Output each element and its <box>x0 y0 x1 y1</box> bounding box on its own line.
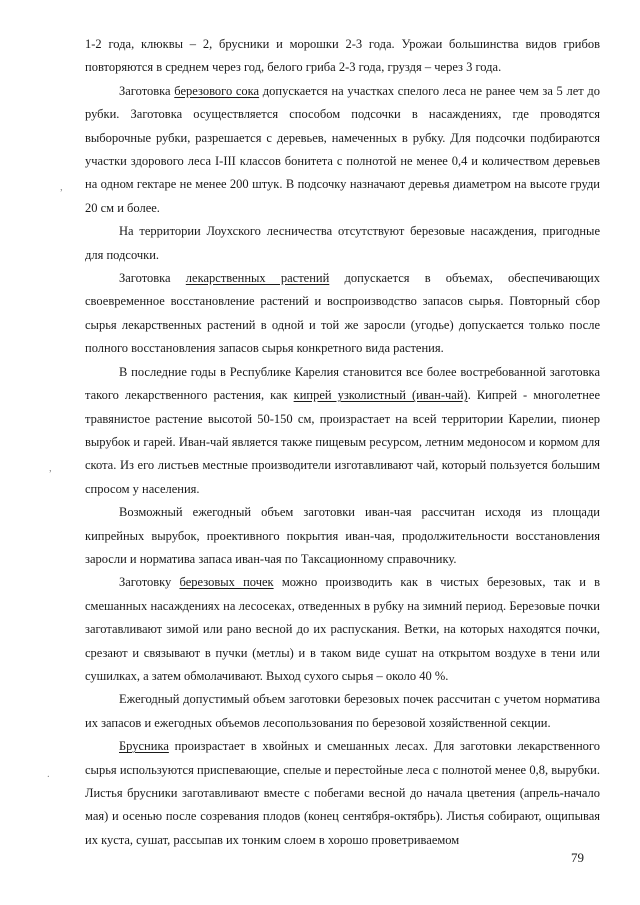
underlined-term: кипрей узколистный (иван-чай) <box>293 388 468 403</box>
paragraph <box>85 571 600 688</box>
paragraph <box>85 501 600 571</box>
text-run: . Кипрей - многолетнее травянистое растение высотой 50-150 см, произрастает на всей территории Карелии, пионер вырубок и гарей. Иван-чай является также пищевым ресурсом, летним медоносом и кормом для скота. Из его листьев местные производители изготавливают чай, который пользуется большим спросом у населения. <box>85 388 600 496</box>
text-run: На территории Лоухского лесничества отсутствуют березовые насаждения, пригодные для подсочки. <box>85 224 600 262</box>
text-run: можно производить как в чистых березовых, так и в смешанных насаждениях на лесосеках, отведенных в рубку на зимний период. Березовые почки заготавливают зимой или рано весной до их распускания. Ветки, на которых находятся почки, срезают и связывают в пучки (метлы) и в таком виде сушат на открытом воздухе в тени или сушилках, а затем обмолачивают. Выход сухого сырья – около 40 %. <box>85 575 600 683</box>
document-body <box>85 33 600 852</box>
text-run: Заготовка <box>119 83 175 98</box>
text-run: Заготовка <box>119 271 186 286</box>
text-run: допускается на участках спелого леса не ранее чем за 5 лет до рубки. Заготовка осуществляется способом подсочки в насаждениях, где проводятся выборочные рубки, разрешается с деревьев, намеченных в рубку. Для подсочки подбираются участки здорового леса I-III классов бонитета с полнотой не менее 0,4 и количеством деревьев на одном гектаре не менее 200 штук. В подсочку назначают деревья диаметром на высоте груди 20 см и более. <box>85 83 600 215</box>
underlined-term: березового сока <box>174 83 260 98</box>
text-run: допускается в объемах, обеспечивающих своевременное восстановление растений и воспроизводство запасов сырья. Повторный сбор сырья лекарственных растений в одной и той же заросли (угодье) допускается только после полного восстановления запасов сырья конкретного вида растения. <box>85 271 600 356</box>
text-run: произрастает в хвойных и смешанных лесах. Для заготовки лекарственного сырья используются приспевающие, спелые и перестойные леса с полнотой менее 0,8, вырубки. Листья брусники заготавливают вместе с побегами весной до начала цветения (апрель-начало мая) и осенью после созревания плодов (конец сентября-октябрь). Листья собирают, ощипывая их куста, сушат, рассыпав их тонким слоем в хорошо проветриваемом <box>85 739 600 847</box>
margin-speck: , <box>60 181 63 193</box>
text-run: В последние годы в Республике Карелия становится все более востребованной заготовка такого лекарственного растения, как <box>85 364 600 403</box>
paragraph <box>85 735 600 852</box>
text-run: 1-2 года, клюквы – 2, брусники и морошки 2-3 года. Урожаи большинства видов грибов повторяются в среднем через год, белого гриба 2-3 года, груздя – через 3 года. <box>85 37 600 75</box>
text-run: Заготовку <box>119 575 180 590</box>
paragraph <box>85 220 600 267</box>
underlined-term: лекарственных растений <box>185 271 330 286</box>
paragraph <box>85 33 600 80</box>
paragraph <box>85 688 600 735</box>
page-number: 79 <box>571 850 584 865</box>
text-run: Ежегодный допустимый объем заготовки березовых почек рассчитан с учетом норматива их запасов и ежегодных объемов лесопользования по березовой хозяйственной секции. <box>85 692 600 730</box>
underlined-term: Брусника <box>119 739 169 754</box>
paragraph <box>85 361 600 501</box>
paragraph <box>85 80 600 220</box>
text-run: Возможный ежегодный объем заготовки иван-чая рассчитан исходя из площади кипрейных вырубок, проективного покрытия иван-чая, продолжительности восстановления заросли и норматива запаса иван-чая по Таксационному справочнику. <box>85 505 600 566</box>
margin-speck: , <box>49 462 52 474</box>
paragraph <box>85 267 600 361</box>
margin-speck: . <box>47 768 50 780</box>
underlined-term: березовых почек <box>179 575 274 590</box>
